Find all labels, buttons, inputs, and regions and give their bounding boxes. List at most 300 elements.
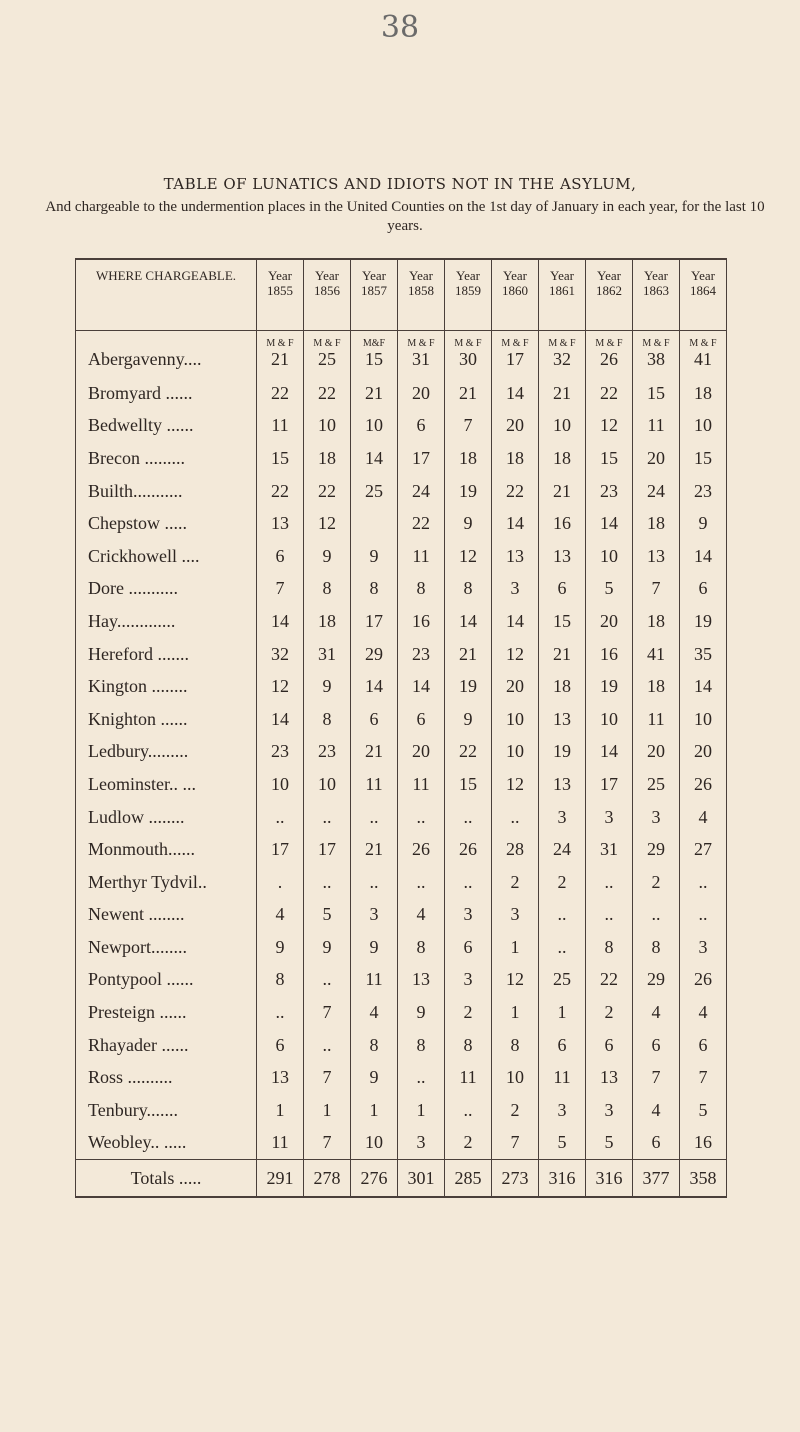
count-cell: 14 bbox=[398, 670, 445, 703]
sex-label-row bbox=[76, 331, 727, 350]
totals-row bbox=[76, 1160, 727, 1198]
count-cell: 29 bbox=[633, 964, 680, 997]
count-cell: 20 bbox=[492, 410, 539, 443]
count-cell: 18 bbox=[492, 442, 539, 475]
count-cell: 25 bbox=[351, 475, 398, 508]
count-cell: 11 bbox=[633, 703, 680, 736]
table-row bbox=[76, 899, 727, 932]
table-row bbox=[76, 605, 727, 638]
count-cell: 25 bbox=[304, 349, 351, 377]
count-cell: 22 bbox=[445, 736, 492, 769]
count-cell: 18 bbox=[304, 605, 351, 638]
count-cell: . bbox=[257, 866, 304, 899]
table-row bbox=[76, 1029, 727, 1062]
count-cell: 9 bbox=[304, 540, 351, 573]
count-cell: 21 bbox=[539, 377, 586, 410]
table-row bbox=[76, 540, 727, 573]
count-cell: 10 bbox=[257, 768, 304, 801]
count-cell: 10 bbox=[492, 736, 539, 769]
count-cell: 15 bbox=[351, 349, 398, 377]
count-cell: 9 bbox=[304, 931, 351, 964]
count-cell: 17 bbox=[351, 605, 398, 638]
count-cell: 7 bbox=[492, 1127, 539, 1160]
year-header-text: 1856 bbox=[314, 283, 340, 298]
count-cell: 1 bbox=[398, 1094, 445, 1127]
count-cell: 9 bbox=[351, 1061, 398, 1094]
count-cell: 3 bbox=[492, 899, 539, 932]
count-cell: 6 bbox=[351, 703, 398, 736]
count-cell: 14 bbox=[492, 605, 539, 638]
count-cell: 13 bbox=[539, 540, 586, 573]
count-cell: 7 bbox=[445, 410, 492, 443]
count-cell: .. bbox=[586, 866, 633, 899]
year-header-text: Year bbox=[691, 268, 715, 283]
count-cell: 20 bbox=[586, 605, 633, 638]
count-cell: 3 bbox=[586, 801, 633, 834]
count-cell: 14 bbox=[680, 670, 727, 703]
table-row bbox=[76, 768, 727, 801]
count-cell bbox=[351, 507, 398, 540]
count-cell: 12 bbox=[445, 540, 492, 573]
count-cell: 21 bbox=[445, 377, 492, 410]
count-cell: 29 bbox=[351, 638, 398, 671]
count-cell: 3 bbox=[680, 931, 727, 964]
year-header bbox=[398, 259, 445, 331]
count-cell: 9 bbox=[398, 996, 445, 1029]
count-cell: 14 bbox=[492, 507, 539, 540]
count-cell: 11 bbox=[398, 768, 445, 801]
count-cell: 26 bbox=[586, 349, 633, 377]
place-name: Bedwellty ...... bbox=[76, 410, 257, 443]
sex-label: M & F bbox=[680, 331, 727, 350]
count-cell: 14 bbox=[351, 442, 398, 475]
count-cell: 18 bbox=[633, 507, 680, 540]
count-cell: 10 bbox=[586, 703, 633, 736]
count-cell: 23 bbox=[257, 736, 304, 769]
header-row bbox=[76, 259, 727, 331]
table-row bbox=[76, 442, 727, 475]
sex-label: M & F bbox=[586, 331, 633, 350]
table-row bbox=[76, 349, 727, 377]
count-cell: 7 bbox=[304, 1061, 351, 1094]
empty-cell bbox=[76, 331, 257, 350]
count-cell: 19 bbox=[445, 475, 492, 508]
place-name: Hay............. bbox=[76, 605, 257, 638]
year-header bbox=[304, 259, 351, 331]
place-name: Weobley.. ..... bbox=[76, 1127, 257, 1160]
count-cell: 6 bbox=[586, 1029, 633, 1062]
count-cell: 9 bbox=[445, 507, 492, 540]
count-cell: 13 bbox=[257, 1061, 304, 1094]
count-cell: 5 bbox=[680, 1094, 727, 1127]
count-cell: 4 bbox=[633, 996, 680, 1029]
count-cell: 3 bbox=[398, 1127, 445, 1160]
table-row bbox=[76, 377, 727, 410]
count-cell: 22 bbox=[398, 507, 445, 540]
count-cell: 13 bbox=[257, 507, 304, 540]
sex-label: M & F bbox=[398, 331, 445, 350]
count-cell: .. bbox=[398, 1061, 445, 1094]
totals-label: Totals ..... bbox=[76, 1160, 257, 1198]
count-cell: 18 bbox=[304, 442, 351, 475]
sex-label: M & F bbox=[492, 331, 539, 350]
count-cell: 3 bbox=[492, 573, 539, 606]
count-cell: 2 bbox=[445, 996, 492, 1029]
count-cell: 1 bbox=[304, 1094, 351, 1127]
count-cell: 12 bbox=[257, 670, 304, 703]
place-name: Rhayader ...... bbox=[76, 1029, 257, 1062]
count-cell: 4 bbox=[680, 801, 727, 834]
table-subtitle: And chargeable to the undermention places in the United Counties on the 1st day of January in each year, for the last 10 years. bbox=[45, 199, 765, 234]
count-cell: .. bbox=[633, 899, 680, 932]
year-header-text: Year bbox=[456, 268, 480, 283]
year-header-text: 1857 bbox=[361, 283, 387, 298]
count-cell: 14 bbox=[445, 605, 492, 638]
count-cell: 2 bbox=[492, 866, 539, 899]
count-cell: 25 bbox=[633, 768, 680, 801]
count-cell: 13 bbox=[539, 768, 586, 801]
count-cell: 16 bbox=[539, 507, 586, 540]
count-cell: 5 bbox=[304, 899, 351, 932]
count-cell: 22 bbox=[304, 377, 351, 410]
count-cell: 10 bbox=[680, 410, 727, 443]
count-cell: 6 bbox=[633, 1127, 680, 1160]
count-cell: 18 bbox=[539, 442, 586, 475]
count-cell: 1 bbox=[492, 996, 539, 1029]
count-cell: 5 bbox=[539, 1127, 586, 1160]
count-cell: 26 bbox=[445, 833, 492, 866]
count-cell: 9 bbox=[445, 703, 492, 736]
count-cell: 12 bbox=[492, 964, 539, 997]
count-cell: 1 bbox=[257, 1094, 304, 1127]
count-cell: 22 bbox=[257, 377, 304, 410]
total-cell: 301 bbox=[398, 1160, 445, 1198]
count-cell: 31 bbox=[398, 349, 445, 377]
year-header-text: Year bbox=[362, 268, 386, 283]
place-name: Kington ........ bbox=[76, 670, 257, 703]
count-cell: 12 bbox=[492, 768, 539, 801]
count-cell: .. bbox=[445, 801, 492, 834]
count-cell: 16 bbox=[586, 638, 633, 671]
year-header-text: Year bbox=[597, 268, 621, 283]
count-cell: 10 bbox=[304, 768, 351, 801]
count-cell: 4 bbox=[257, 899, 304, 932]
count-cell: 11 bbox=[539, 1061, 586, 1094]
count-cell: 20 bbox=[398, 377, 445, 410]
place-name: Brecon ......... bbox=[76, 442, 257, 475]
place-name: Newent ........ bbox=[76, 899, 257, 932]
count-cell: 8 bbox=[398, 1029, 445, 1062]
count-cell: 18 bbox=[633, 605, 680, 638]
count-cell: 22 bbox=[257, 475, 304, 508]
year-header bbox=[257, 259, 304, 331]
count-cell: 7 bbox=[633, 1061, 680, 1094]
count-cell: 6 bbox=[539, 573, 586, 606]
count-cell: 17 bbox=[257, 833, 304, 866]
count-cell: 4 bbox=[633, 1094, 680, 1127]
count-cell: 2 bbox=[586, 996, 633, 1029]
table-row bbox=[76, 801, 727, 834]
count-cell: 18 bbox=[633, 670, 680, 703]
count-cell: 15 bbox=[539, 605, 586, 638]
count-cell: 6 bbox=[398, 410, 445, 443]
year-header-text: Year bbox=[315, 268, 339, 283]
count-cell: 8 bbox=[304, 573, 351, 606]
count-cell: 8 bbox=[398, 931, 445, 964]
count-cell: 25 bbox=[539, 964, 586, 997]
count-cell: 35 bbox=[680, 638, 727, 671]
count-cell: 3 bbox=[633, 801, 680, 834]
count-cell: 10 bbox=[351, 410, 398, 443]
count-cell: 6 bbox=[257, 1029, 304, 1062]
count-cell: 3 bbox=[445, 964, 492, 997]
count-cell: 17 bbox=[586, 768, 633, 801]
year-header-text: Year bbox=[503, 268, 527, 283]
count-cell: .. bbox=[304, 801, 351, 834]
count-cell: 13 bbox=[586, 1061, 633, 1094]
count-cell: 7 bbox=[680, 1061, 727, 1094]
count-cell: 8 bbox=[633, 931, 680, 964]
count-cell: .. bbox=[539, 931, 586, 964]
count-cell: 12 bbox=[304, 507, 351, 540]
year-header bbox=[586, 259, 633, 331]
sex-label: M & F bbox=[304, 331, 351, 350]
count-cell: .. bbox=[257, 801, 304, 834]
count-cell: 2 bbox=[539, 866, 586, 899]
place-name: Dore ........... bbox=[76, 573, 257, 606]
count-cell: 23 bbox=[586, 475, 633, 508]
count-cell: 24 bbox=[398, 475, 445, 508]
total-cell: 377 bbox=[633, 1160, 680, 1198]
count-cell: 27 bbox=[680, 833, 727, 866]
count-cell: 11 bbox=[398, 540, 445, 573]
count-cell: 22 bbox=[586, 377, 633, 410]
place-name: Builth........... bbox=[76, 475, 257, 508]
count-cell: 10 bbox=[304, 410, 351, 443]
count-cell: 14 bbox=[586, 736, 633, 769]
count-cell: 21 bbox=[351, 377, 398, 410]
count-cell: 20 bbox=[398, 736, 445, 769]
count-cell: 15 bbox=[257, 442, 304, 475]
count-cell: 7 bbox=[633, 573, 680, 606]
count-cell: .. bbox=[398, 866, 445, 899]
count-cell: 11 bbox=[257, 1127, 304, 1160]
count-cell: 22 bbox=[492, 475, 539, 508]
table-row bbox=[76, 703, 727, 736]
place-name: Ross .......... bbox=[76, 1061, 257, 1094]
count-cell: 29 bbox=[633, 833, 680, 866]
count-cell: 13 bbox=[539, 703, 586, 736]
count-cell: 10 bbox=[351, 1127, 398, 1160]
count-cell: 28 bbox=[492, 833, 539, 866]
count-cell: 41 bbox=[680, 349, 727, 377]
count-cell: 8 bbox=[351, 1029, 398, 1062]
count-cell: .. bbox=[445, 1094, 492, 1127]
count-cell: 32 bbox=[257, 638, 304, 671]
count-cell: 21 bbox=[539, 638, 586, 671]
table-row bbox=[76, 507, 727, 540]
year-header-text: Year bbox=[268, 268, 292, 283]
total-cell: 291 bbox=[257, 1160, 304, 1198]
count-cell: 30 bbox=[445, 349, 492, 377]
count-cell: .. bbox=[304, 1029, 351, 1062]
count-cell: 2 bbox=[492, 1094, 539, 1127]
count-cell: 19 bbox=[680, 605, 727, 638]
count-cell: 5 bbox=[586, 573, 633, 606]
count-cell: .. bbox=[586, 899, 633, 932]
place-name: Tenbury....... bbox=[76, 1094, 257, 1127]
year-header-text: 1861 bbox=[549, 283, 575, 298]
year-header-text: 1862 bbox=[596, 283, 622, 298]
count-cell: 2 bbox=[633, 866, 680, 899]
sex-label: M & F bbox=[633, 331, 680, 350]
count-cell: 20 bbox=[633, 442, 680, 475]
where-chargeable-header: WHERE CHARGEABLE. bbox=[76, 259, 257, 331]
count-cell: 3 bbox=[539, 801, 586, 834]
place-name: Presteign ...... bbox=[76, 996, 257, 1029]
count-cell: 8 bbox=[445, 573, 492, 606]
table-row bbox=[76, 996, 727, 1029]
lunatics-table bbox=[75, 258, 727, 1198]
count-cell: .. bbox=[351, 801, 398, 834]
count-cell: .. bbox=[445, 866, 492, 899]
count-cell: .. bbox=[304, 866, 351, 899]
count-cell: .. bbox=[351, 866, 398, 899]
place-name: Ledbury......... bbox=[76, 736, 257, 769]
count-cell: 21 bbox=[351, 736, 398, 769]
count-cell: .. bbox=[492, 801, 539, 834]
count-cell: .. bbox=[680, 899, 727, 932]
place-name: Merthyr Tydvil.. bbox=[76, 866, 257, 899]
count-cell: 13 bbox=[492, 540, 539, 573]
count-cell: 2 bbox=[445, 1127, 492, 1160]
count-cell: 9 bbox=[351, 540, 398, 573]
count-cell: 11 bbox=[633, 410, 680, 443]
count-cell: 11 bbox=[351, 768, 398, 801]
table-row bbox=[76, 1061, 727, 1094]
table-row bbox=[76, 670, 727, 703]
count-cell: 7 bbox=[304, 1127, 351, 1160]
count-cell: 11 bbox=[351, 964, 398, 997]
total-cell: 358 bbox=[680, 1160, 727, 1198]
table-row bbox=[76, 931, 727, 964]
year-header bbox=[539, 259, 586, 331]
count-cell: 15 bbox=[445, 768, 492, 801]
count-cell: 31 bbox=[586, 833, 633, 866]
count-cell: 6 bbox=[539, 1029, 586, 1062]
year-header bbox=[492, 259, 539, 331]
table-row bbox=[76, 736, 727, 769]
year-header bbox=[680, 259, 727, 331]
place-name: Abergavenny.... bbox=[76, 349, 257, 377]
count-cell: 14 bbox=[492, 377, 539, 410]
total-cell: 285 bbox=[445, 1160, 492, 1198]
count-cell: 3 bbox=[539, 1094, 586, 1127]
table-row bbox=[76, 866, 727, 899]
count-cell: 4 bbox=[680, 996, 727, 1029]
count-cell: 17 bbox=[398, 442, 445, 475]
count-cell: 14 bbox=[680, 540, 727, 573]
total-cell: 273 bbox=[492, 1160, 539, 1198]
sex-label: M & F bbox=[445, 331, 492, 350]
table-row bbox=[76, 475, 727, 508]
year-header-text: Year bbox=[409, 268, 433, 283]
count-cell: 14 bbox=[586, 507, 633, 540]
count-cell: 6 bbox=[445, 931, 492, 964]
year-header-text: Year bbox=[550, 268, 574, 283]
count-cell: 11 bbox=[257, 410, 304, 443]
table-title: TABLE OF LUNATICS AND IDIOTS NOT IN THE ASYLUM, bbox=[163, 175, 637, 193]
count-cell: 4 bbox=[398, 899, 445, 932]
count-cell: 6 bbox=[633, 1029, 680, 1062]
count-cell: 9 bbox=[257, 931, 304, 964]
count-cell: 8 bbox=[586, 931, 633, 964]
count-cell: 20 bbox=[680, 736, 727, 769]
count-cell: 8 bbox=[445, 1029, 492, 1062]
count-cell: 6 bbox=[680, 573, 727, 606]
count-cell: 3 bbox=[586, 1094, 633, 1127]
sex-label: M&F bbox=[351, 331, 398, 350]
count-cell: 12 bbox=[586, 410, 633, 443]
count-cell: 12 bbox=[492, 638, 539, 671]
count-cell: 6 bbox=[680, 1029, 727, 1062]
table-row bbox=[76, 833, 727, 866]
count-cell: .. bbox=[257, 996, 304, 1029]
count-cell: 15 bbox=[680, 442, 727, 475]
count-cell: 21 bbox=[445, 638, 492, 671]
place-name: Bromyard ...... bbox=[76, 377, 257, 410]
place-name: Crickhowell .... bbox=[76, 540, 257, 573]
place-name: Newport........ bbox=[76, 931, 257, 964]
count-cell: 14 bbox=[257, 605, 304, 638]
count-cell: 22 bbox=[304, 475, 351, 508]
place-name: Chepstow ..... bbox=[76, 507, 257, 540]
count-cell: 8 bbox=[351, 573, 398, 606]
count-cell: 31 bbox=[304, 638, 351, 671]
year-header-text: 1860 bbox=[502, 283, 528, 298]
count-cell: 10 bbox=[539, 410, 586, 443]
count-cell: 7 bbox=[257, 573, 304, 606]
year-header-text: 1858 bbox=[408, 283, 434, 298]
count-cell: .. bbox=[539, 899, 586, 932]
count-cell: 8 bbox=[304, 703, 351, 736]
year-header-text: Year bbox=[644, 268, 668, 283]
total-cell: 278 bbox=[304, 1160, 351, 1198]
count-cell: 9 bbox=[680, 507, 727, 540]
year-header bbox=[445, 259, 492, 331]
sex-label: M & F bbox=[257, 331, 304, 350]
count-cell: 21 bbox=[539, 475, 586, 508]
count-cell: .. bbox=[680, 866, 727, 899]
count-cell: 9 bbox=[304, 670, 351, 703]
count-cell: 13 bbox=[633, 540, 680, 573]
year-header-text: 1859 bbox=[455, 283, 481, 298]
count-cell: 17 bbox=[304, 833, 351, 866]
count-cell: 9 bbox=[351, 931, 398, 964]
count-cell: 41 bbox=[633, 638, 680, 671]
count-cell: 6 bbox=[257, 540, 304, 573]
table-row bbox=[76, 638, 727, 671]
count-cell: 26 bbox=[680, 964, 727, 997]
count-cell: 10 bbox=[680, 703, 727, 736]
place-name: Leominster.. ... bbox=[76, 768, 257, 801]
count-cell: 32 bbox=[539, 349, 586, 377]
year-header-text: 1863 bbox=[643, 283, 669, 298]
place-name: Monmouth...... bbox=[76, 833, 257, 866]
table-row bbox=[76, 1094, 727, 1127]
count-cell: 24 bbox=[539, 833, 586, 866]
table-row bbox=[76, 573, 727, 606]
